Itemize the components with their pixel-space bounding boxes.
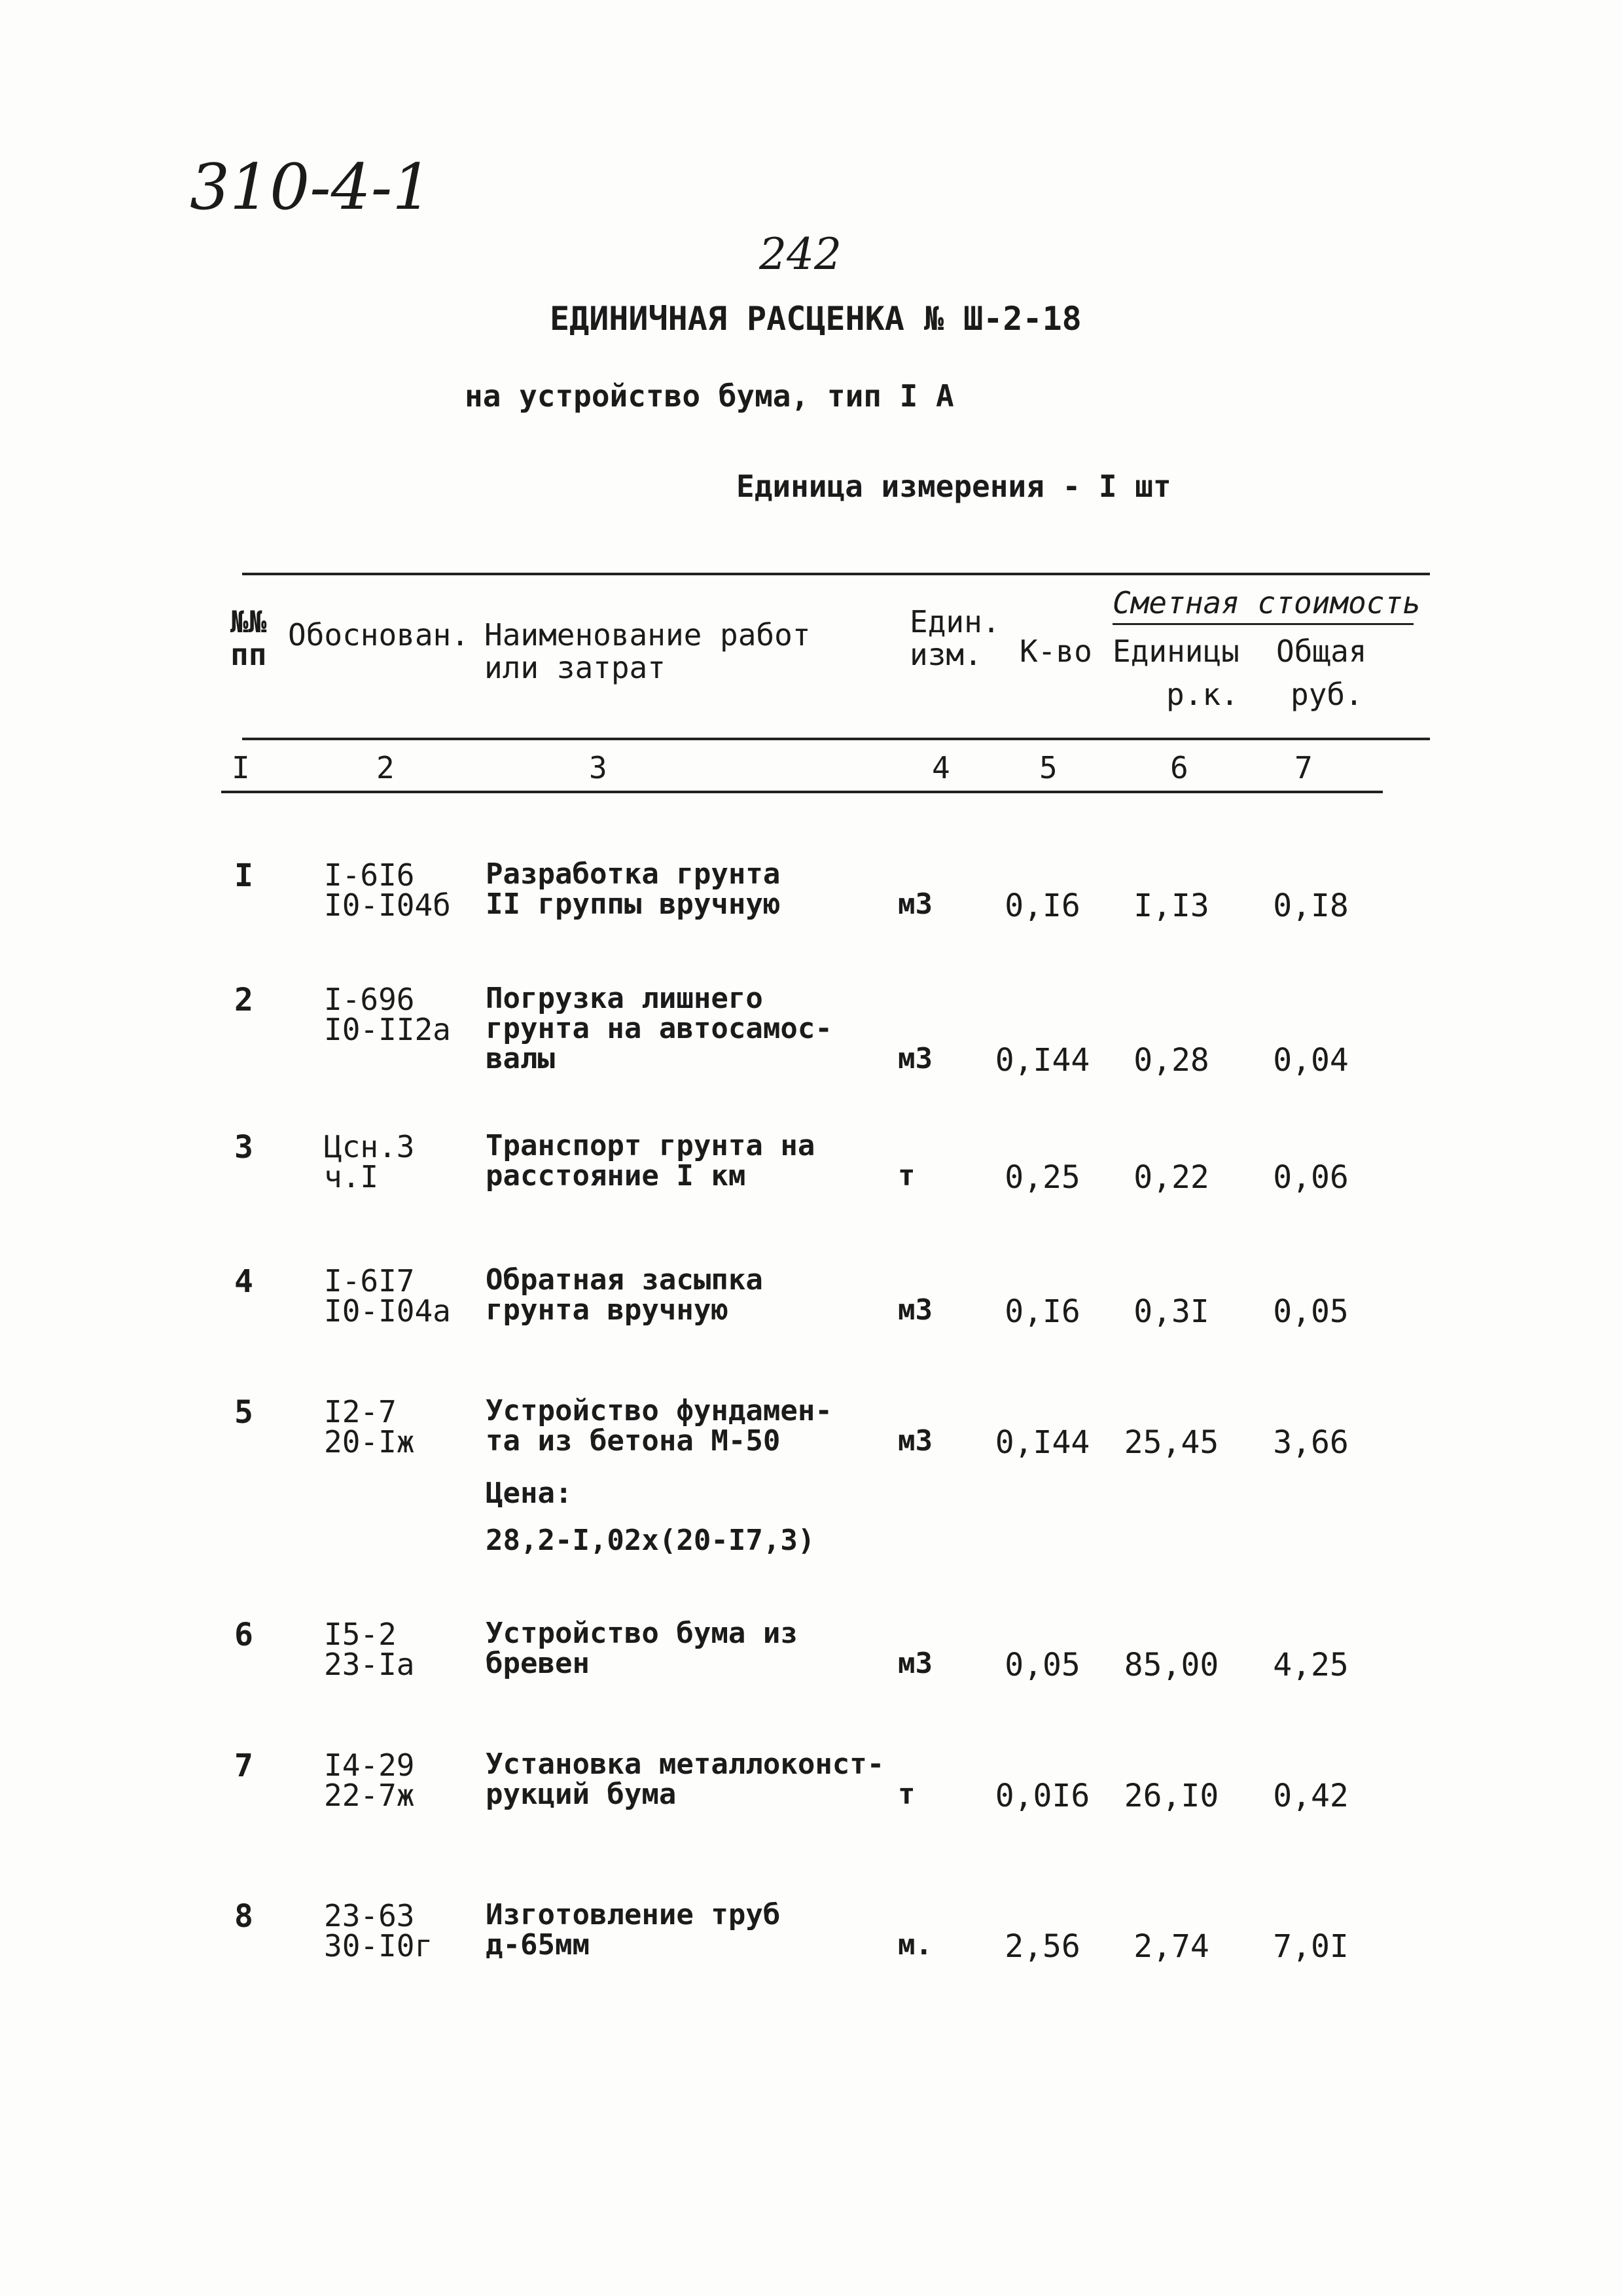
- header-col4: Един. изм.: [910, 604, 1001, 672]
- row-name-line: расстояние I км: [486, 1159, 746, 1193]
- row-quantity: 0,I44: [995, 1424, 1090, 1461]
- row-total: 0,06: [1273, 1159, 1349, 1196]
- handwritten-code: 310-4-1: [190, 151, 433, 224]
- header-col1: №№ пп: [230, 604, 267, 672]
- row-basis: I-6I7: [324, 1263, 415, 1299]
- column-number: 6: [1170, 750, 1188, 785]
- header-col7: Общая: [1276, 634, 1367, 669]
- row-name-line: бревен: [486, 1647, 590, 1680]
- row-basis: I-696: [324, 982, 415, 1017]
- row-quantity: 0,I6: [1005, 888, 1080, 924]
- row-name-line: Изготовление труб: [486, 1898, 781, 1931]
- group-header: Сметная стоимость: [1113, 585, 1421, 620]
- row-quantity: 0,25: [1005, 1159, 1080, 1196]
- row-total: 3,66: [1273, 1424, 1349, 1461]
- row-price-formula: 28,2-I,02х(20-I7,3): [486, 1524, 815, 1557]
- row-unit-price: 0,22: [1133, 1159, 1209, 1196]
- row-quantity: 0,0I6: [995, 1778, 1090, 1814]
- unit-line: Единица измерения - I шт: [736, 469, 1171, 504]
- row-unit: м3: [898, 1424, 933, 1458]
- row-total: 0,I8: [1273, 888, 1349, 924]
- row-name-line: грунта на автосамос-: [486, 1012, 832, 1045]
- row-number: 5: [234, 1394, 253, 1431]
- row-name-line: д-65мм: [486, 1928, 590, 1962]
- row-basis: 22-7ж: [324, 1778, 415, 1813]
- row-total: 0,42: [1273, 1778, 1349, 1814]
- column-numbers-rule: [221, 791, 1383, 793]
- header-col7-unit: руб.: [1291, 677, 1363, 712]
- row-basis: I4-29: [324, 1748, 415, 1783]
- row-basis: I0-I04б: [324, 888, 451, 923]
- header-col3: Наименование работ или затрат: [484, 617, 811, 685]
- row-unit-price: I,I3: [1133, 888, 1209, 924]
- column-number: 7: [1294, 750, 1313, 785]
- row-basis: 23-Iа: [324, 1647, 415, 1682]
- row-quantity: 0,I44: [995, 1042, 1090, 1079]
- row-basis: I5-2: [324, 1617, 397, 1652]
- row-quantity: 0,I6: [1005, 1293, 1080, 1330]
- header-bottom-rule: [242, 738, 1430, 740]
- column-number: 3: [589, 750, 607, 785]
- row-unit: м.: [898, 1928, 933, 1962]
- row-basis: I2-7: [324, 1394, 397, 1429]
- row-unit-price: 85,00: [1124, 1647, 1219, 1683]
- row-number: 6: [234, 1617, 253, 1653]
- row-unit: м3: [898, 1042, 933, 1075]
- row-unit-price: 2,74: [1133, 1928, 1209, 1965]
- row-basis: ч.I: [324, 1159, 379, 1194]
- document-subtitle: на устройство бума, тип I А: [465, 378, 954, 414]
- row-basis: 20-Iж: [324, 1424, 415, 1460]
- row-unit-price: 0,3I: [1133, 1293, 1209, 1330]
- row-number: I: [234, 857, 253, 894]
- row-number: 4: [234, 1263, 253, 1300]
- column-number: 4: [932, 750, 950, 785]
- row-total: 0,04: [1273, 1042, 1349, 1079]
- page-number: 242: [759, 229, 842, 279]
- row-unit: м3: [898, 888, 933, 921]
- column-number: 5: [1039, 750, 1058, 785]
- row-basis: I-6I6: [324, 857, 415, 893]
- header-col6-unit: р.к.: [1166, 677, 1239, 712]
- row-unit: м3: [898, 1293, 933, 1327]
- row-unit-price: 0,28: [1133, 1042, 1209, 1079]
- row-quantity: 2,56: [1005, 1928, 1080, 1965]
- group-header-underline: [1113, 623, 1414, 625]
- row-basis: Цсн.3: [324, 1129, 415, 1164]
- row-unit-price: 25,45: [1124, 1424, 1219, 1461]
- row-name-line: Транспорт грунта на: [486, 1129, 815, 1162]
- document-title: ЕДИНИЧНАЯ РАСЦЕНКА № Ш-2-18: [550, 300, 1082, 338]
- row-name-line: Устройство бума из: [486, 1617, 798, 1650]
- row-number: 8: [234, 1898, 253, 1935]
- column-number: 2: [376, 750, 395, 785]
- row-name-line: II группы вручную: [486, 888, 781, 921]
- column-number: I: [232, 750, 250, 785]
- header-col5: К-во: [1020, 634, 1092, 669]
- row-basis: I0-II2а: [324, 1012, 451, 1047]
- row-total: 0,05: [1273, 1293, 1349, 1330]
- row-name-line: грунта вручную: [486, 1293, 728, 1327]
- row-price-formula: Цена:: [486, 1477, 573, 1510]
- row-basis: 23-63: [324, 1898, 415, 1933]
- table-top-rule: [242, 573, 1430, 575]
- row-basis: I0-I04а: [324, 1293, 451, 1329]
- row-name-line: рукций бума: [486, 1778, 677, 1811]
- header-col6: Единицы: [1113, 634, 1240, 669]
- row-name-line: та из бетона М-50: [486, 1424, 781, 1458]
- row-unit: т: [898, 1159, 916, 1193]
- row-number: 7: [234, 1748, 253, 1784]
- row-name-line: Разработка грунта: [486, 857, 781, 891]
- row-total: 4,25: [1273, 1647, 1349, 1683]
- header-col2: Обоснован.: [288, 617, 469, 653]
- row-quantity: 0,05: [1005, 1647, 1080, 1683]
- row-name-line: Обратная засыпка: [486, 1263, 763, 1297]
- row-number: 2: [234, 982, 253, 1018]
- row-name-line: валы: [486, 1042, 555, 1075]
- row-basis: 30-I0г: [324, 1928, 433, 1964]
- row-unit: т: [898, 1778, 916, 1811]
- row-unit-price: 26,I0: [1124, 1778, 1219, 1814]
- row-name-line: Погрузка лишнего: [486, 982, 763, 1015]
- row-total: 7,0I: [1273, 1928, 1349, 1965]
- row-name-line: Устройство фундамен-: [486, 1394, 832, 1427]
- row-unit: м3: [898, 1647, 933, 1680]
- row-name-line: Установка металлоконст-: [486, 1748, 885, 1781]
- row-number: 3: [234, 1129, 253, 1166]
